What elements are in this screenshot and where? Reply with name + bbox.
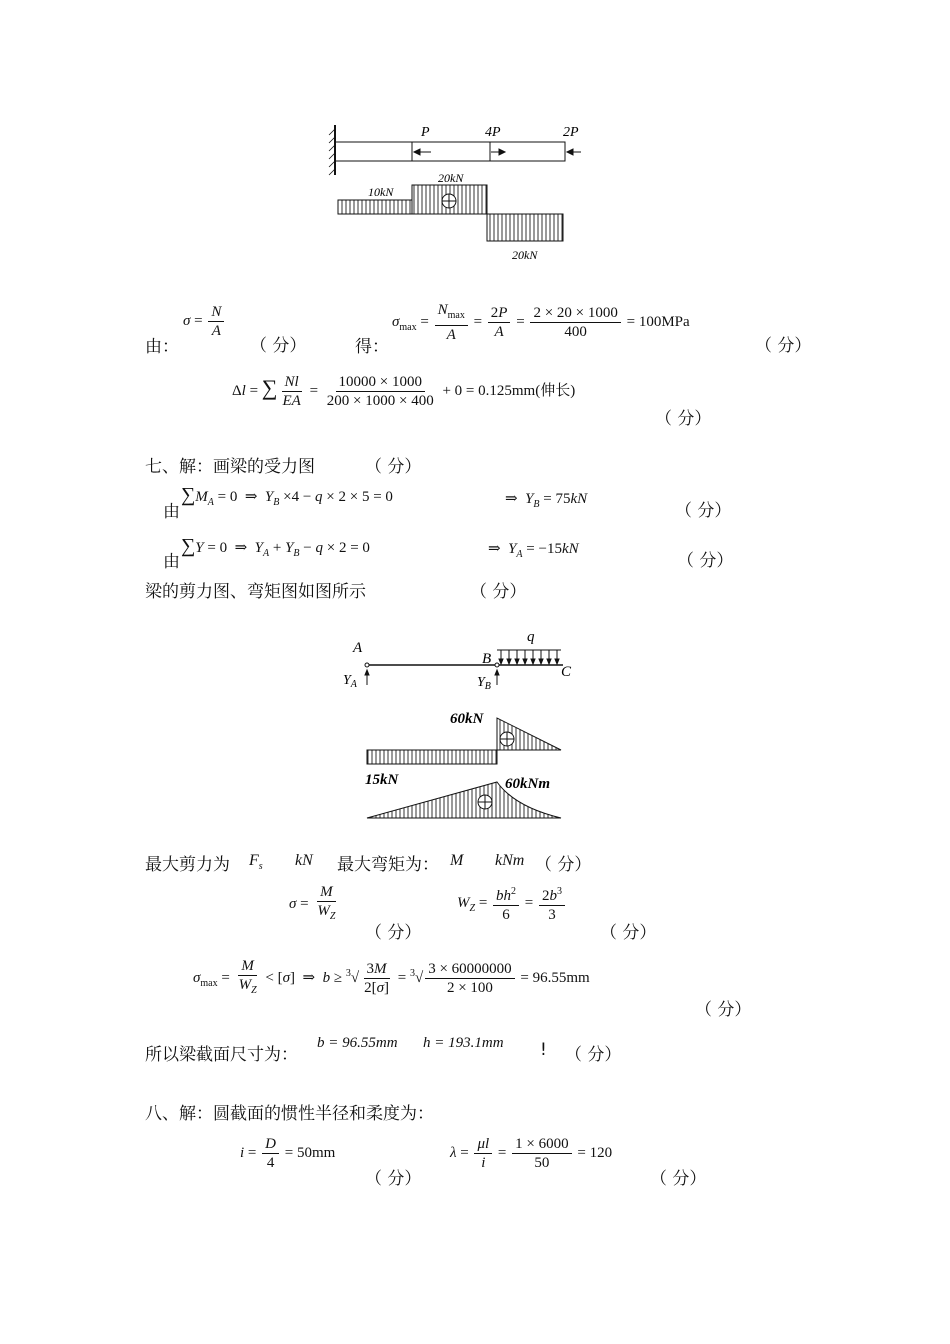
sec6-score-a: （ 分） — [250, 336, 307, 356]
sec7-title: 七、解：画梁的受力图 — [145, 457, 315, 477]
sec7-you-1: 由 — [163, 502, 180, 522]
radius-formula: i = $\frac{D}{4}$ = 50mm — [240, 1136, 336, 1171]
beam-figure — [335, 622, 585, 822]
moment-result: ⇒ $Y_B = 75kN$ — [505, 491, 588, 510]
sec6-you: 由： — [145, 337, 179, 357]
elongation-formula: Δl = ∑ $\frac{Nl}{EA}$ = $\frac{10000 \times 1000}{200 \times 1000 \times 400}$ + 0 = 0.125mm(伸长) — [232, 374, 576, 409]
sigma-score: （ 分） — [365, 923, 422, 943]
force-label-2p: 2P — [563, 125, 579, 140]
sec8-title: 八、解：圆截面的惯性半径和柔度为： — [145, 1104, 434, 1124]
axial-force-figure — [325, 115, 595, 270]
beam-label-a: A — [353, 640, 363, 656]
sec7-score-1: （ 分） — [675, 501, 732, 521]
fs-symbol: $F_s$ — [249, 852, 263, 873]
ineq-score: （ 分） — [695, 1000, 752, 1020]
sec7-title-score: （ 分） — [365, 457, 422, 477]
moment-eq: $\sum M_A = 0$ ⇒ $Y_B \times 4 - q \times 2 \times 5 = 0$ — [181, 484, 393, 508]
sec6-score-b: （ 分） — [755, 336, 812, 356]
sec8-score-1: （ 分） — [365, 1169, 422, 1189]
moment-label-60knm: 60kNm — [505, 776, 550, 792]
support-b — [495, 663, 499, 667]
beam-label-yb: $Y_B$ — [477, 675, 491, 692]
sec6-de: 得： — [355, 337, 389, 357]
force-label-4p: 4P — [485, 125, 501, 140]
sigma-max-formula: $\sigma_{max}$ = $\frac{N_{max}}{A}$ = $\frac{2P}{A}$ = $\frac{2 \times 20 \times 1000}{400}$ = 100MPa — [392, 302, 690, 343]
section-h: h = 193.1mm — [423, 1035, 504, 1051]
sec7-you-2: 由 — [163, 552, 180, 572]
max-moment-label: 最大弯矩为： — [337, 855, 439, 875]
sec7-diagram-score: （ 分） — [470, 582, 527, 602]
fs-unit: kN — [295, 852, 313, 869]
support-a — [365, 663, 369, 667]
axial-segment-10kn — [338, 200, 412, 214]
shear-negative — [367, 750, 497, 764]
shear-label-60kn: 60kN — [450, 711, 484, 727]
beam-label-b: B — [482, 651, 492, 667]
axial-label-20kn-bottom: 20kN — [512, 248, 538, 262]
max-score: （ 分） — [535, 855, 592, 875]
m-symbol: M — [450, 852, 464, 869]
section-score: （ 分） — [565, 1045, 622, 1065]
strength-inequality: $\sigma_{max}$ = $\frac{M}{W_Z}$ < [σ] ⇒ b ≥ $^3$√ $\frac{3M}{2[\sigma]}$ = $^3$√ $\frac{3 \times 60000000}{2 \times 100}$ = 96.55mm — [193, 958, 590, 996]
max-shear-label: 最大剪力为 — [145, 855, 230, 875]
section-size-text: 所以梁截面尺寸为： — [145, 1045, 298, 1065]
force-eq: ∑Y = 0 ⇒ $Y_A + Y_B - q \times 2 = 0$ — [181, 535, 370, 559]
sigma-def-formula: σ = $\frac{N}{A}$ — [183, 304, 226, 339]
section-b: b = 96.55mm — [317, 1035, 398, 1051]
section-excl: ! — [540, 1040, 547, 1060]
axial-label-20kn-top: 20kN — [438, 171, 464, 185]
force-result: ⇒ $Y_A = -15kN$ — [488, 541, 579, 560]
sigma-mw-formula: σ = $\frac{M}{W_Z}$ — [289, 884, 336, 922]
beam-label-ya: $Y_A$ — [343, 673, 357, 690]
slenderness-formula: λ = $\frac{\mu l}{i}$ = $\frac{1 \times 6000}{50}$ = 120 — [450, 1136, 613, 1171]
shear-label-15kn: 15kN — [365, 772, 399, 788]
force-arrows — [414, 149, 581, 155]
wz-score: （ 分） — [600, 923, 657, 943]
sec7-diagram-text: 梁的剪力图、弯矩图如图所示 — [145, 582, 366, 602]
sec7-score-2: （ 分） — [677, 551, 734, 571]
sec6-score-c: （ 分） — [655, 409, 712, 429]
force-label-p: P — [421, 125, 430, 140]
axial-segment-20kn-neg — [487, 214, 563, 241]
distributed-load-arrows — [497, 650, 561, 664]
sec8-score-2: （ 分） — [650, 1169, 707, 1189]
beam-label-q: q — [527, 629, 535, 645]
beam-label-c: C — [561, 664, 572, 680]
axial-label-10kn: 10kN — [368, 185, 394, 199]
m-unit: kNm — [495, 852, 525, 869]
bar — [335, 142, 565, 161]
wz-formula: $W_Z$ = $\frac{bh^2}{6}$ = $\frac{2b^3}{3}$ — [457, 884, 567, 923]
